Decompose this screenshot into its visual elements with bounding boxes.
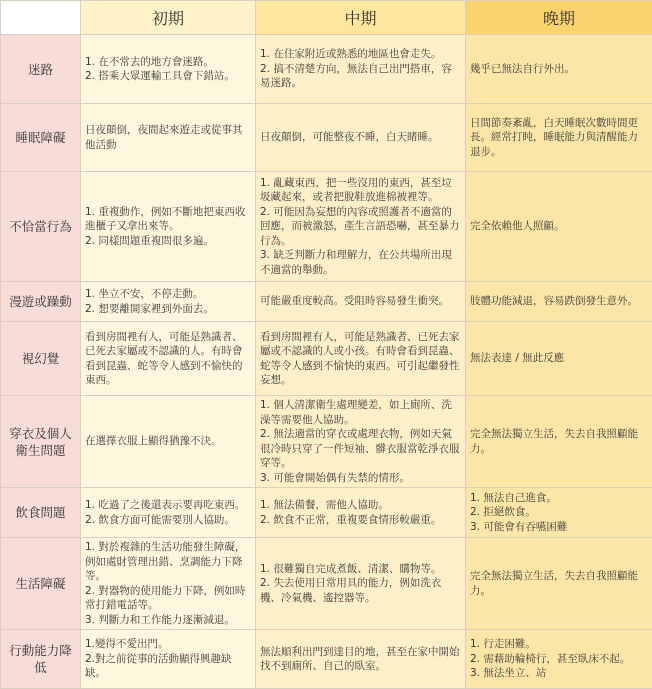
cell-early bbox=[81, 282, 256, 322]
cell-text: 1. 坐立不安，不停走動。 bbox=[85, 287, 251, 302]
cell-late bbox=[466, 282, 652, 322]
header-middle: 中期 bbox=[256, 1, 466, 35]
table-row bbox=[1, 488, 652, 538]
cell-text: 2. 搞不清楚方向，無法自己出門搭車，容易迷路。 bbox=[260, 62, 461, 91]
header-late: 晚期 bbox=[466, 1, 652, 35]
cell-text: 2. 飲食不正常，重複要食情形較嚴重。 bbox=[260, 513, 461, 528]
cell-text: 無法表達 / 無此反應 bbox=[470, 351, 648, 366]
cell-text: 2. 對器物的使用能力下降，例如時常打錯電話等。 bbox=[85, 584, 251, 613]
row-label: 不恰當行為 bbox=[1, 172, 81, 282]
cell-text: 2. 無法適當的穿衣或處理衣物，例如天氣很冷時只穿了一件短袖、髒衣服當乾淨衣服穿等。 bbox=[260, 427, 461, 471]
cell-text: 無法順利出門到達目的地，甚至在家中開始找不到廁所、自己的臥室。 bbox=[260, 645, 461, 674]
cell-text: 1. 行走困難。 bbox=[470, 637, 648, 652]
row-label: 迷路 bbox=[1, 35, 81, 104]
row-label: 漫遊或躁動 bbox=[1, 282, 81, 322]
cell-text: 1. 無法自己進食。 bbox=[470, 491, 648, 506]
cell-late bbox=[466, 35, 652, 104]
cell-text: 1. 很難獨自完成煮飯、清潔、購物等。 bbox=[260, 562, 461, 577]
header-early: 初期 bbox=[81, 1, 256, 35]
row-label: 睡眠障礙 bbox=[1, 104, 81, 172]
cell-text: 3. 可能會有吞嚥困難 bbox=[470, 520, 648, 535]
cell-early bbox=[81, 488, 256, 538]
cell-text: 2. 拒絕飲食。 bbox=[470, 505, 648, 520]
cell-text: 1. 對於複雜的生活功能發生障礙，例如處財管理出錯、烹調能力下降等。 bbox=[85, 540, 251, 584]
cell-text: 3. 無法坐立、站 bbox=[470, 666, 648, 681]
cell-text: 2. 同樣問題重複問很多遍。 bbox=[85, 234, 251, 249]
cell-text: 肢體功能減退，容易跌倒發生意外。 bbox=[470, 294, 648, 309]
cell-middle bbox=[256, 396, 466, 488]
cell-early bbox=[81, 104, 256, 172]
cell-middle bbox=[256, 35, 466, 104]
row-label: 生活障礙 bbox=[1, 538, 81, 630]
cell-middle bbox=[256, 322, 466, 396]
cell-text: 2. 可能因為妄想的內容或照護者不適當的回應，而被激怒，產生言語恐嚇，甚至暴力行為。 bbox=[260, 205, 461, 249]
cell-early bbox=[81, 322, 256, 396]
cell-early bbox=[81, 172, 256, 282]
cell-text: 2. 搭乘大眾運輸工具會下錯站。 bbox=[85, 69, 251, 84]
cell-text: 3. 可能會開始偶有失禁的情形。 bbox=[260, 471, 461, 486]
table-row bbox=[1, 282, 652, 322]
cell-text: 1. 在不常去的地方會迷路。 bbox=[85, 55, 251, 70]
cell-text: 看到房間裡有人，可能是熟識者、已死去家屬或不認識的人。有時會看到昆蟲、蛇等令人感到不愉快的東西。 bbox=[85, 330, 251, 388]
cell-late bbox=[466, 538, 652, 630]
cell-middle bbox=[256, 172, 466, 282]
cell-late bbox=[466, 488, 652, 538]
table-row bbox=[1, 322, 652, 396]
cell-text: 幾乎已無法自行外出。 bbox=[470, 62, 648, 77]
cell-middle bbox=[256, 488, 466, 538]
table-row bbox=[1, 538, 652, 630]
cell-early bbox=[81, 396, 256, 488]
cell-text: 日夜顛倒，可能整夜不睡，白天睹睡。 bbox=[260, 130, 461, 145]
cell-text: 1. 亂藏東西，把一些沒用的東西，甚至垃圾藏起來，或者把脫鞋放進棉被裡等。 bbox=[260, 176, 461, 205]
cell-text: 2.對之前從事的活動顯得興趣缺缺。 bbox=[85, 652, 251, 681]
cell-text: 完全無法獨立生活，失去自我照顧能力。 bbox=[470, 427, 648, 456]
row-label: 穿衣及個人衛生問題 bbox=[1, 396, 81, 488]
cell-early bbox=[81, 35, 256, 104]
cell-late bbox=[466, 322, 652, 396]
cell-middle bbox=[256, 538, 466, 630]
cell-text: 3. 判斷力和工作能力逐漸減退。 bbox=[85, 613, 251, 628]
cell-text: 3. 缺乏判斷力和理解力，在公共場所出現不適當的舉動。 bbox=[260, 248, 461, 277]
row-label: 視幻覺 bbox=[1, 322, 81, 396]
cell-middle bbox=[256, 282, 466, 322]
table-row bbox=[1, 396, 652, 488]
cell-text: 完全無法獨立生活，失去自我照顧能力。 bbox=[470, 569, 648, 598]
cell-text: 2. 飲食方面可能需要別人協助。 bbox=[85, 513, 251, 528]
header-row bbox=[1, 1, 652, 35]
cell-text: 日夜顛倒，夜間起來遊走或從事其他活動 bbox=[85, 123, 251, 152]
cell-text: 1. 個人清潔衛生處理變差，如上廁所、洗澡等需要他人協助。 bbox=[260, 398, 461, 427]
cell-text: 看到房間裡有人，可能是熟識者、已死去家屬或不認識的人或小孩。有時會看到昆蟲、蛇等令人感到不愉快的東西。可引起繼發性妄想。 bbox=[260, 330, 461, 388]
cell-late bbox=[466, 396, 652, 488]
cell-text: 2. 想要離開家裡到外面去。 bbox=[85, 302, 251, 317]
cell-text: 1. 重複動作，例如不斷地把東西收進櫃子又拿出來等。 bbox=[85, 205, 251, 234]
corner-cell bbox=[1, 1, 81, 35]
cell-text: 1.變得不愛出門。 bbox=[85, 637, 251, 652]
cell-text: 日間節奏紊亂，白天睡眠次數時間更長。經常打盹，睡眠能力與清醒能力退步。 bbox=[470, 116, 648, 160]
row-label: 行動能力降低 bbox=[1, 630, 81, 689]
cell-early bbox=[81, 630, 256, 689]
cell-early bbox=[81, 538, 256, 630]
table-row bbox=[1, 35, 652, 104]
cell-text: 1. 吃過了之後還表示要再吃東西。 bbox=[85, 498, 251, 513]
cell-late bbox=[466, 104, 652, 172]
cell-middle bbox=[256, 104, 466, 172]
cell-text: 1. 無法備餐，需他人協助。 bbox=[260, 498, 461, 513]
cell-late bbox=[466, 630, 652, 689]
table-body bbox=[1, 35, 652, 689]
cell-text: 在選擇衣服上顯得猶豫不決。 bbox=[85, 434, 251, 449]
table-row bbox=[1, 104, 652, 172]
cell-text: 可能嚴重度較高。受阻時容易發生衝突。 bbox=[260, 294, 461, 309]
table-row bbox=[1, 172, 652, 282]
cell-text: 2. 需藉助輪椅行，甚至臥床不起。 bbox=[470, 652, 648, 667]
row-label: 飲食問題 bbox=[1, 488, 81, 538]
cell-late bbox=[466, 172, 652, 282]
cell-text: 1. 在住家附近或熟悉的地區也會走失。 bbox=[260, 47, 461, 62]
table-row bbox=[1, 630, 652, 689]
cell-text: 2. 失去使用日常用具的能力，例如洗衣機、冷氣機、遙控器等。 bbox=[260, 576, 461, 605]
cell-middle bbox=[256, 630, 466, 689]
cell-text: 完全依賴他人照顧。 bbox=[470, 219, 648, 234]
